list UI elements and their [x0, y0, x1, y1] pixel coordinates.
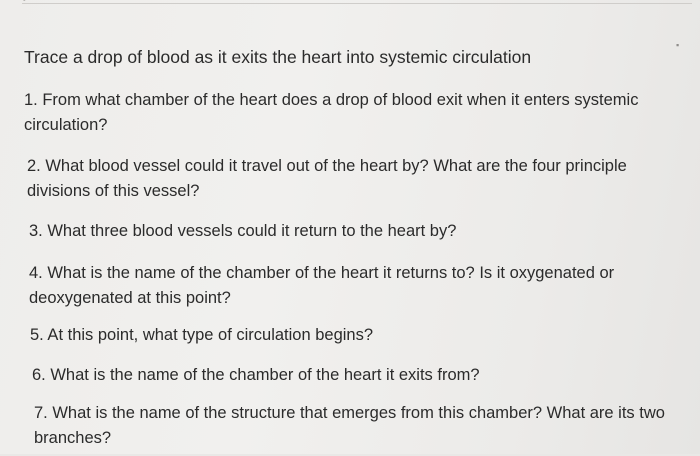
top-divider	[22, 3, 692, 4]
question-item-2	[27, 154, 677, 204]
question-item-6-line-1: 6. What is the name of the chamber of the heart it exits from?	[32, 366, 480, 384]
question-item-2-line-2: divisions of this vessel?	[27, 182, 200, 200]
question-item-6	[32, 363, 682, 388]
corner-mark-icon: ˘	[23, 0, 26, 8]
question-item-7-line-1: 7. What is the name of the structure that emerges from this chamber? What are its two	[34, 404, 665, 422]
dot-mark-icon: ▪	[676, 40, 680, 50]
question-card	[12, 16, 688, 456]
question-item-2-line-1: 2. What blood vessel could it travel out of the heart by? What are the four principle	[27, 157, 627, 175]
question-item-7	[34, 401, 684, 451]
question-title: Trace a drop of blood as it exits the heart into systemic circulation	[24, 47, 532, 67]
question-item-7-line-2: branches?	[34, 429, 112, 447]
question-item-5	[30, 323, 680, 348]
question-item-1	[24, 88, 674, 138]
question-item-4-line-2: deoxygenated at this point?	[29, 289, 231, 307]
question-item-5-line-1: 5. At this point, what type of circulation begins?	[30, 326, 374, 344]
question-item-1-line-2: circulation?	[24, 116, 108, 134]
question-item-3-line-1: 3. What three blood vessels could it return to the heart by?	[29, 222, 457, 240]
question-item-4	[29, 261, 679, 311]
question-item-3	[29, 219, 679, 244]
question-item-1-line-1: 1. From what chamber of the heart does a drop of blood exit when it enters systemic	[24, 91, 639, 109]
question-item-4-line-1: 4. What is the name of the chamber of the heart it returns to? Is it oxygenated or	[29, 264, 615, 282]
